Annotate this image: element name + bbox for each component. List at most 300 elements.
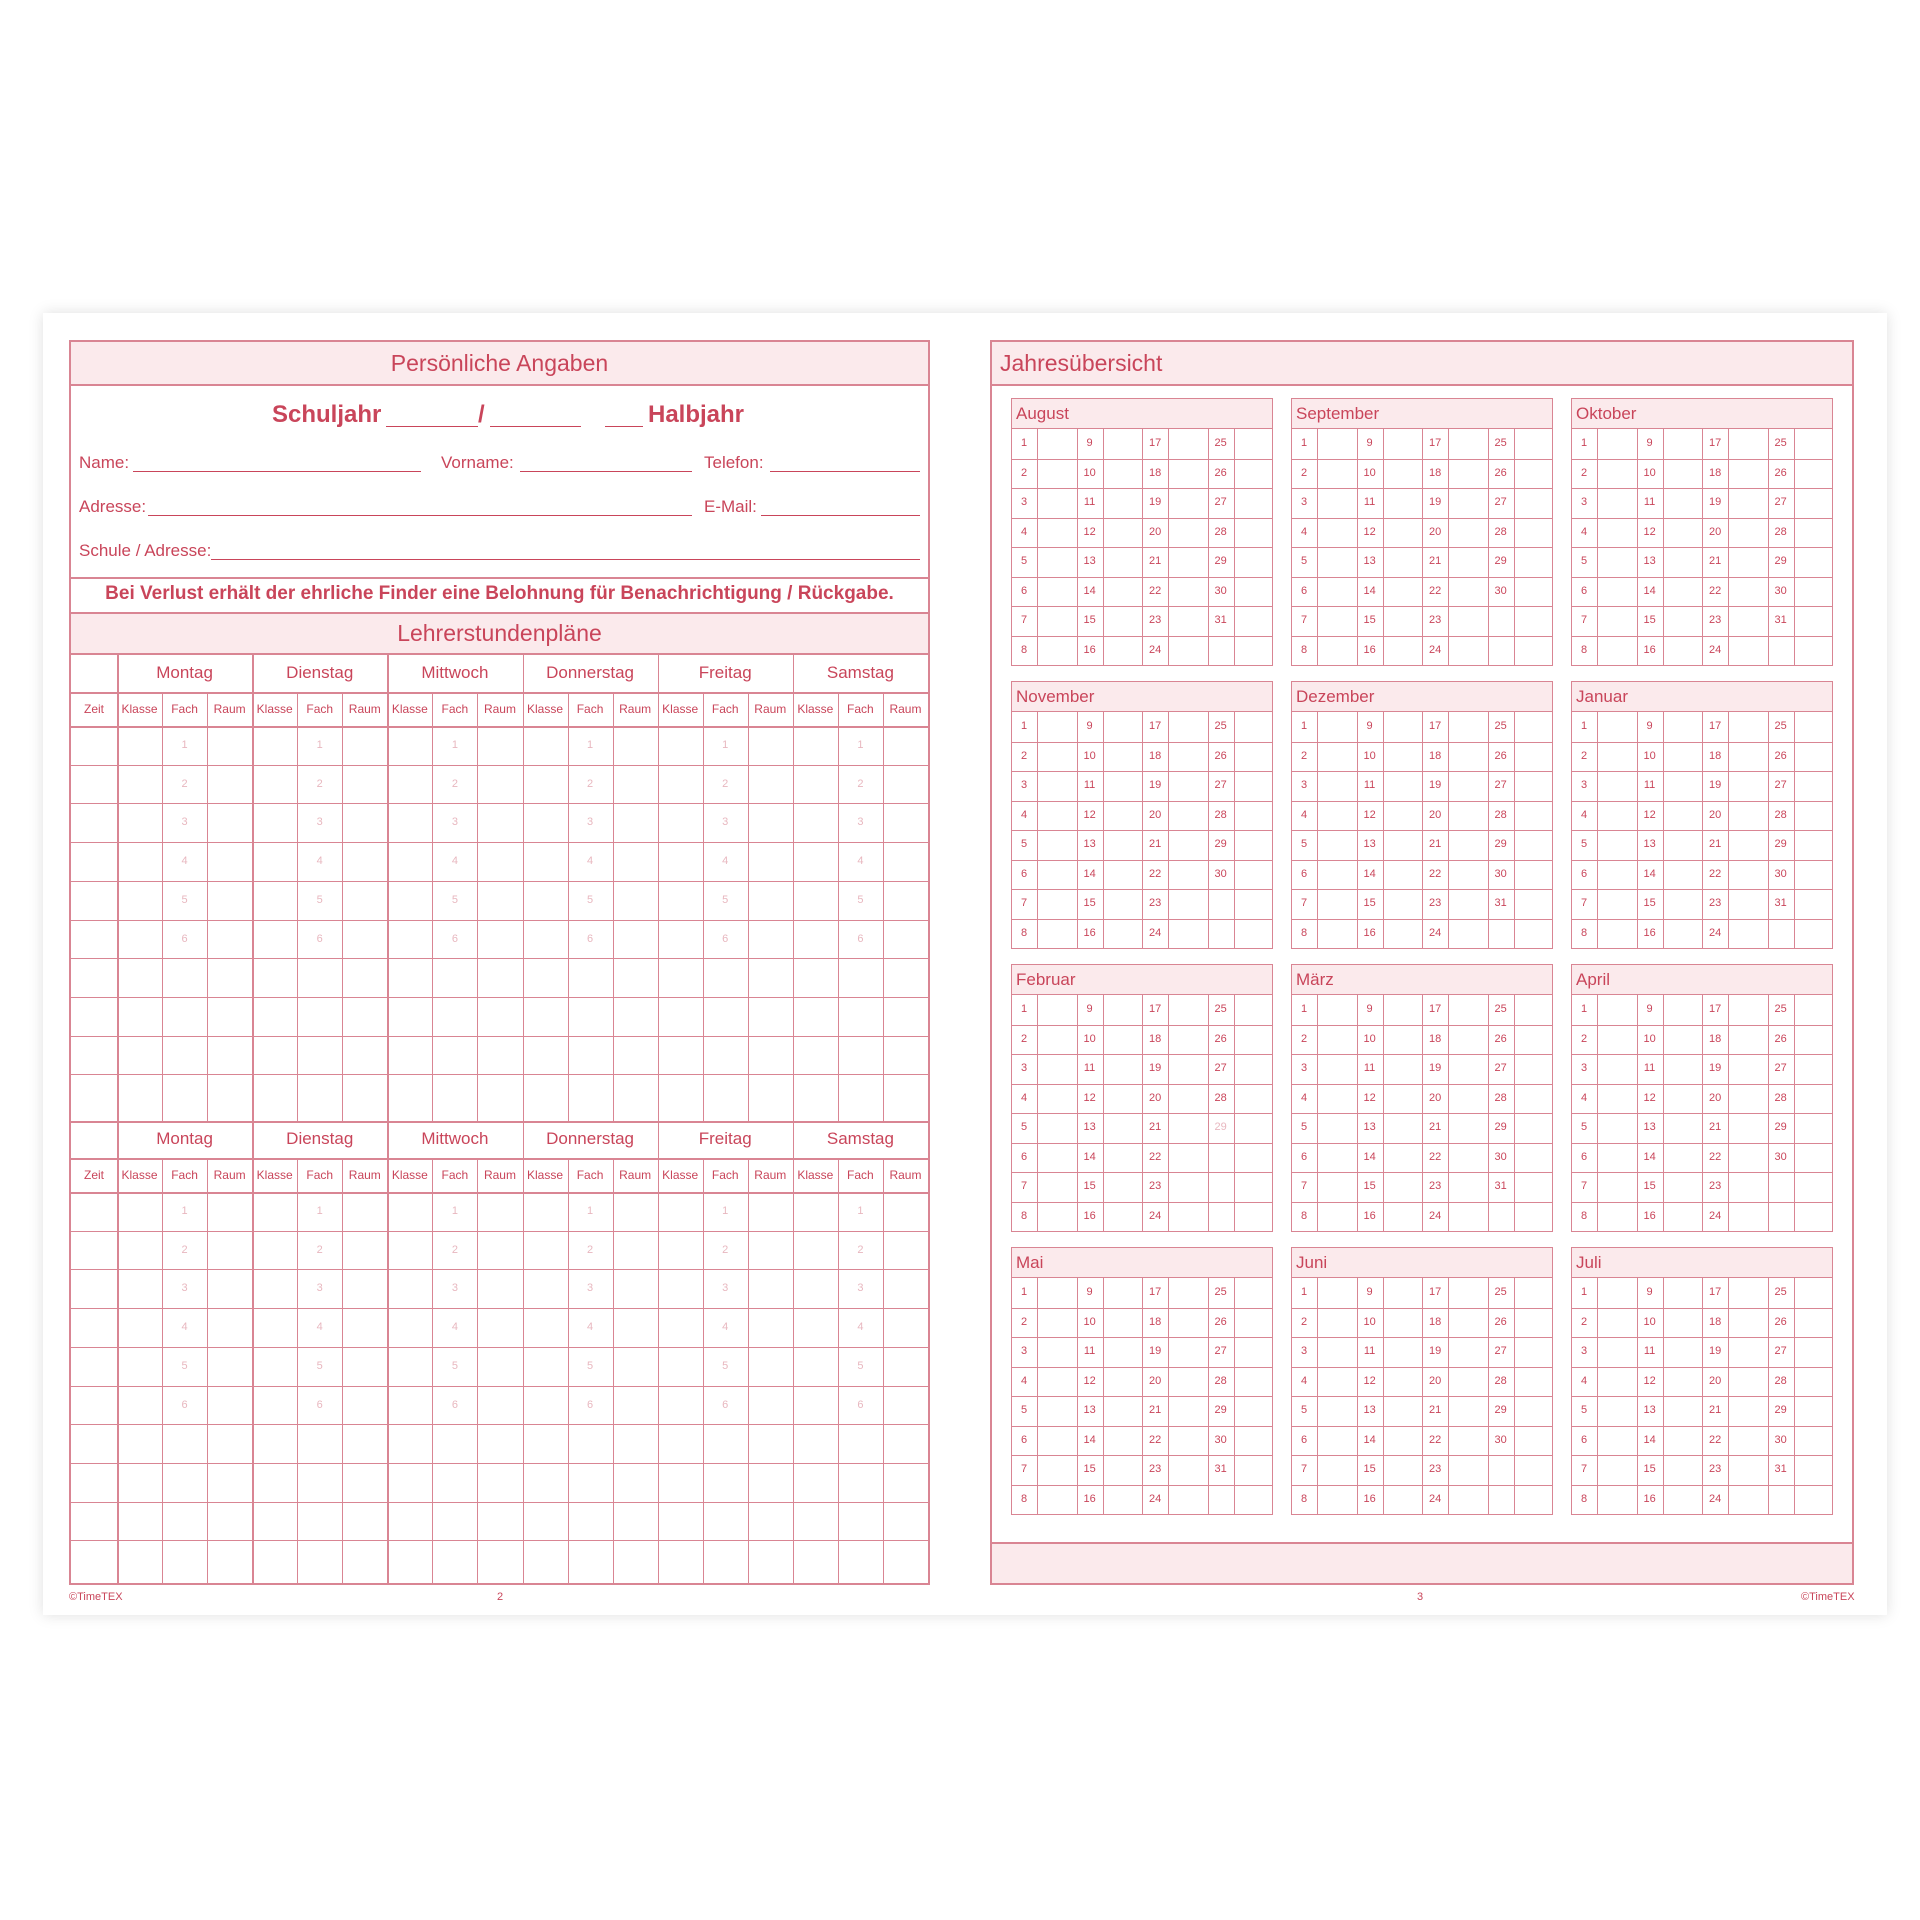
day-number[interactable]: 27 (1774, 1345, 1787, 1357)
day-number[interactable]: 21 (1148, 1404, 1162, 1416)
day-number[interactable]: 13 (1643, 1404, 1656, 1416)
day-number[interactable]: 20 (1708, 525, 1722, 538)
day-number[interactable]: 4 (1581, 1091, 1588, 1104)
day-number[interactable]: 27 (1774, 496, 1787, 508)
day-number[interactable]: 4 (1021, 808, 1028, 821)
day-number[interactable]: 3 (1581, 1345, 1588, 1357)
day-number[interactable]: 9 (1646, 720, 1653, 732)
day-number[interactable]: 3 (1021, 1062, 1028, 1074)
day-number[interactable]: 9 (1086, 1286, 1093, 1298)
day-number[interactable]: 14 (1363, 1150, 1376, 1163)
day-number[interactable]: 7 (1301, 897, 1308, 909)
day-number[interactable]: 8 (1021, 643, 1028, 656)
day-number[interactable]: 21 (1708, 1404, 1722, 1416)
day-number[interactable]: 24 (1148, 643, 1162, 656)
day-number[interactable]: 27 (1494, 496, 1507, 508)
day-number[interactable]: 28 (1774, 525, 1787, 538)
day-number[interactable]: 19 (1148, 1062, 1162, 1074)
day-number[interactable]: 24 (1148, 1492, 1162, 1505)
day-number[interactable]: 3 (1581, 779, 1588, 791)
day-number[interactable]: 12 (1363, 808, 1376, 821)
day-number[interactable]: 16 (1643, 1492, 1656, 1505)
day-number[interactable]: 7 (1021, 1180, 1028, 1192)
day-number[interactable]: 18 (1708, 749, 1722, 762)
day-number[interactable]: 24 (1708, 1209, 1722, 1222)
day-number[interactable]: 22 (1708, 584, 1722, 597)
day-number[interactable]: 17 (1708, 1003, 1722, 1015)
day-number[interactable]: 4 (1021, 1374, 1028, 1387)
day-number[interactable]: 22 (1148, 867, 1162, 880)
day-number[interactable]: 6 (1581, 867, 1588, 880)
day-number[interactable]: 2 (1581, 466, 1588, 479)
day-number[interactable]: 26 (1774, 1315, 1787, 1328)
day-number[interactable]: 30 (1494, 1150, 1507, 1163)
day-number[interactable]: 22 (1148, 1433, 1162, 1446)
day-number[interactable]: 16 (1083, 1209, 1096, 1222)
day-number[interactable]: 9 (1366, 720, 1373, 732)
day-number[interactable]: 11 (1643, 496, 1656, 508)
day-number[interactable]: 9 (1086, 720, 1093, 732)
day-number[interactable]: 13 (1083, 1404, 1096, 1416)
day-number[interactable]: 15 (1643, 1180, 1656, 1192)
day-number[interactable]: 27 (1214, 1345, 1227, 1357)
day-number[interactable]: 12 (1363, 1091, 1376, 1104)
day-number[interactable]: 17 (1428, 437, 1442, 449)
day-number[interactable]: 29 (1774, 838, 1787, 850)
day-number[interactable]: 22 (1428, 584, 1442, 597)
day-number[interactable]: 29 (1494, 838, 1507, 850)
timetable-zeit-cell[interactable] (71, 726, 117, 765)
day-number[interactable]: 9 (1366, 437, 1373, 449)
day-number[interactable]: 27 (1494, 779, 1507, 791)
day-number[interactable]: 7 (1581, 897, 1588, 909)
day-number[interactable]: 1 (1581, 1003, 1588, 1015)
day-number[interactable]: 3 (1301, 779, 1308, 791)
day-number[interactable]: 11 (1643, 779, 1656, 791)
day-number[interactable]: 9 (1086, 1003, 1093, 1015)
day-number[interactable]: 8 (1301, 926, 1308, 939)
day-number[interactable]: 8 (1581, 1209, 1588, 1222)
day-number[interactable]: 10 (1643, 1032, 1656, 1045)
day-number[interactable]: 1 (1021, 1286, 1028, 1298)
day-number[interactable]: 19 (1708, 496, 1722, 508)
email-field[interactable] (761, 515, 920, 516)
day-number[interactable]: 20 (1708, 808, 1722, 821)
day-number[interactable]: 23 (1148, 897, 1162, 909)
day-number[interactable]: 24 (1428, 926, 1442, 939)
day-number[interactable]: 13 (1643, 838, 1656, 850)
day-number[interactable]: 28 (1774, 1091, 1787, 1104)
timetable-zeit-cell[interactable] (71, 1269, 117, 1308)
day-number[interactable]: 15 (1643, 897, 1656, 909)
day-number[interactable]: 30 (1494, 1433, 1507, 1446)
day-number[interactable]: 12 (1643, 1374, 1656, 1387)
day-number[interactable]: 15 (1083, 897, 1096, 909)
day-number[interactable]: 19 (1708, 779, 1722, 791)
vorname-field[interactable] (520, 471, 692, 472)
day-number[interactable]: 5 (1581, 1404, 1588, 1416)
day-number[interactable]: 19 (1148, 779, 1162, 791)
day-number[interactable]: 25 (1214, 1286, 1227, 1298)
day-number[interactable]: 15 (1643, 1463, 1656, 1475)
day-number[interactable]: 6 (1581, 1433, 1588, 1446)
day-number[interactable]: 1 (1021, 1003, 1028, 1015)
day-number[interactable]: 22 (1428, 1433, 1442, 1446)
day-number[interactable]: 1 (1301, 1286, 1308, 1298)
day-number[interactable]: 14 (1643, 1433, 1656, 1446)
day-number[interactable]: 19 (1428, 1345, 1442, 1357)
day-number[interactable]: 27 (1214, 1062, 1227, 1074)
day-number[interactable]: 3 (1021, 779, 1028, 791)
day-number[interactable]: 11 (1083, 496, 1096, 508)
day-number[interactable]: 4 (1301, 525, 1308, 538)
day-number[interactable]: 12 (1083, 1374, 1096, 1387)
day-number[interactable]: 31 (1774, 1463, 1787, 1475)
day-number[interactable]: 9 (1646, 1003, 1653, 1015)
day-number[interactable]: 29 (1774, 1121, 1787, 1133)
day-number[interactable]: 30 (1214, 584, 1227, 597)
day-number[interactable]: 18 (1428, 749, 1442, 762)
day-number[interactable]: 28 (1494, 808, 1507, 821)
day-number[interactable]: 6 (1301, 867, 1308, 880)
day-number[interactable]: 31 (1774, 614, 1787, 626)
day-number[interactable]: 15 (1083, 614, 1096, 626)
day-number[interactable]: 2 (1581, 1315, 1588, 1328)
day-number[interactable]: 18 (1428, 466, 1442, 479)
schule-field[interactable] (211, 559, 920, 560)
day-number[interactable]: 4 (1301, 1374, 1308, 1387)
day-number[interactable]: 15 (1363, 897, 1376, 909)
day-number[interactable]: 26 (1214, 1032, 1227, 1045)
day-number[interactable]: 12 (1363, 525, 1376, 538)
day-number[interactable]: 9 (1646, 437, 1653, 449)
day-number[interactable]: 8 (1021, 1492, 1028, 1505)
day-number[interactable]: 17 (1148, 1003, 1162, 1015)
timetable-zeit-cell[interactable] (71, 1192, 117, 1231)
day-number[interactable]: 10 (1083, 1032, 1096, 1045)
day-number[interactable]: 27 (1494, 1062, 1507, 1074)
day-number[interactable]: 20 (1428, 1091, 1442, 1104)
day-number[interactable]: 26 (1494, 1032, 1507, 1045)
day-number[interactable]: 25 (1214, 1003, 1227, 1015)
day-number[interactable]: 18 (1428, 1032, 1442, 1045)
day-number[interactable]: 28 (1214, 1374, 1227, 1387)
day-number[interactable]: 3 (1021, 496, 1028, 508)
timetable-zeit-cell[interactable] (71, 1347, 117, 1386)
day-number[interactable]: 29 (1214, 1121, 1227, 1133)
day-number[interactable]: 7 (1301, 1463, 1308, 1475)
day-number[interactable]: 13 (1083, 838, 1096, 850)
day-number[interactable]: 21 (1148, 838, 1162, 850)
day-number[interactable]: 1 (1021, 437, 1028, 449)
timetable-zeit-cell[interactable] (71, 881, 117, 920)
day-number[interactable]: 17 (1428, 1286, 1442, 1298)
day-number[interactable]: 7 (1581, 1180, 1588, 1192)
day-number[interactable]: 19 (1428, 1062, 1442, 1074)
day-number[interactable]: 23 (1148, 614, 1162, 626)
day-number[interactable]: 23 (1708, 1463, 1722, 1475)
day-number[interactable]: 29 (1494, 1121, 1507, 1133)
day-number[interactable]: 14 (1083, 584, 1096, 597)
day-number[interactable]: 20 (1428, 525, 1442, 538)
day-number[interactable]: 15 (1363, 1180, 1376, 1192)
day-number[interactable]: 30 (1774, 1150, 1787, 1163)
day-number[interactable]: 28 (1214, 525, 1227, 538)
day-number[interactable]: 12 (1083, 808, 1096, 821)
day-number[interactable]: 10 (1363, 1315, 1376, 1328)
day-number[interactable]: 14 (1363, 867, 1376, 880)
day-number[interactable]: 2 (1581, 1032, 1588, 1045)
day-number[interactable]: 2 (1021, 749, 1028, 762)
day-number[interactable]: 4 (1581, 1374, 1588, 1387)
day-number[interactable]: 13 (1083, 1121, 1096, 1133)
timetable-zeit-cell[interactable] (71, 958, 117, 997)
day-number[interactable]: 6 (1301, 584, 1308, 597)
day-number[interactable]: 28 (1494, 1374, 1507, 1387)
day-number[interactable]: 10 (1643, 466, 1656, 479)
day-number[interactable]: 26 (1494, 1315, 1507, 1328)
day-number[interactable]: 28 (1494, 525, 1507, 538)
day-number[interactable]: 12 (1363, 1374, 1376, 1387)
day-number[interactable]: 11 (1643, 1345, 1656, 1357)
timetable-zeit-cell[interactable] (71, 1308, 117, 1347)
day-number[interactable]: 19 (1148, 496, 1162, 508)
day-number[interactable]: 13 (1643, 555, 1656, 567)
day-number[interactable]: 29 (1774, 1404, 1787, 1416)
day-number[interactable]: 3 (1581, 1062, 1588, 1074)
day-number[interactable]: 23 (1428, 614, 1442, 626)
day-number[interactable]: 9 (1646, 1286, 1653, 1298)
day-number[interactable]: 17 (1148, 437, 1162, 449)
timetable-zeit-cell[interactable] (71, 997, 117, 1036)
day-number[interactable]: 7 (1021, 1463, 1028, 1475)
day-number[interactable]: 14 (1363, 1433, 1376, 1446)
day-number[interactable]: 3 (1301, 1062, 1308, 1074)
day-number[interactable]: 31 (1494, 1180, 1507, 1192)
day-number[interactable]: 10 (1643, 749, 1656, 762)
day-number[interactable]: 2 (1021, 1315, 1028, 1328)
day-number[interactable]: 18 (1148, 1032, 1162, 1045)
day-number[interactable]: 4 (1581, 525, 1588, 538)
day-number[interactable]: 18 (1148, 1315, 1162, 1328)
adresse-field[interactable] (148, 515, 692, 516)
day-number[interactable]: 23 (1428, 897, 1442, 909)
day-number[interactable]: 9 (1366, 1286, 1373, 1298)
day-number[interactable]: 22 (1708, 1150, 1722, 1163)
day-number[interactable]: 9 (1366, 1003, 1373, 1015)
day-number[interactable]: 16 (1643, 1209, 1656, 1222)
day-number[interactable]: 23 (1148, 1463, 1162, 1475)
day-number[interactable]: 31 (1774, 897, 1787, 909)
day-number[interactable]: 11 (1363, 779, 1376, 791)
day-number[interactable]: 23 (1428, 1180, 1442, 1192)
day-number[interactable]: 6 (1021, 1433, 1028, 1446)
day-number[interactable]: 3 (1301, 1345, 1308, 1357)
day-number[interactable]: 5 (1021, 555, 1028, 567)
day-number[interactable]: 1 (1301, 437, 1308, 449)
day-number[interactable]: 7 (1581, 1463, 1588, 1475)
day-number[interactable]: 3 (1581, 496, 1588, 508)
day-number[interactable]: 7 (1021, 614, 1028, 626)
day-number[interactable]: 30 (1214, 1433, 1227, 1446)
day-number[interactable]: 25 (1494, 1003, 1507, 1015)
day-number[interactable]: 31 (1214, 1463, 1227, 1475)
day-number[interactable]: 19 (1708, 1345, 1722, 1357)
day-number[interactable]: 5 (1021, 838, 1028, 850)
day-number[interactable]: 21 (1708, 1121, 1722, 1133)
day-number[interactable]: 2 (1301, 1032, 1308, 1045)
day-number[interactable]: 24 (1428, 1209, 1442, 1222)
day-number[interactable]: 24 (1708, 1492, 1722, 1505)
day-number[interactable]: 6 (1301, 1150, 1308, 1163)
day-number[interactable]: 13 (1363, 1121, 1376, 1133)
day-number[interactable]: 6 (1021, 867, 1028, 880)
day-number[interactable]: 27 (1494, 1345, 1507, 1357)
day-number[interactable]: 24 (1708, 643, 1722, 656)
day-number[interactable]: 21 (1148, 1121, 1162, 1133)
day-number[interactable]: 29 (1214, 555, 1227, 567)
day-number[interactable]: 1 (1581, 1286, 1588, 1298)
day-number[interactable]: 21 (1428, 1404, 1442, 1416)
day-number[interactable]: 28 (1774, 1374, 1787, 1387)
day-number[interactable]: 5 (1301, 555, 1308, 567)
day-number[interactable]: 26 (1214, 749, 1227, 762)
day-number[interactable]: 13 (1363, 838, 1376, 850)
day-number[interactable]: 17 (1428, 1003, 1442, 1015)
name-field[interactable] (133, 471, 421, 472)
day-number[interactable]: 26 (1214, 466, 1227, 479)
day-number[interactable]: 12 (1643, 525, 1656, 538)
timetable-zeit-cell[interactable] (71, 1463, 117, 1502)
day-number[interactable]: 27 (1214, 779, 1227, 791)
day-number[interactable]: 20 (1428, 1374, 1442, 1387)
day-number[interactable]: 24 (1428, 643, 1442, 656)
day-number[interactable]: 2 (1581, 749, 1588, 762)
day-number[interactable]: 19 (1708, 1062, 1722, 1074)
day-number[interactable]: 2 (1021, 466, 1028, 479)
day-number[interactable]: 16 (1363, 1209, 1376, 1222)
day-number[interactable]: 21 (1708, 838, 1722, 850)
day-number[interactable]: 4 (1301, 808, 1308, 821)
day-number[interactable]: 16 (1363, 643, 1376, 656)
day-number[interactable]: 8 (1021, 1209, 1028, 1222)
day-number[interactable]: 30 (1494, 584, 1507, 597)
day-number[interactable]: 6 (1021, 584, 1028, 597)
day-number[interactable]: 26 (1774, 749, 1787, 762)
day-number[interactable]: 7 (1021, 897, 1028, 909)
day-number[interactable]: 13 (1363, 1404, 1376, 1416)
day-number[interactable]: 25 (1494, 437, 1507, 449)
day-number[interactable]: 23 (1708, 1180, 1722, 1192)
day-number[interactable]: 1 (1301, 1003, 1308, 1015)
day-number[interactable]: 18 (1148, 466, 1162, 479)
day-number[interactable]: 14 (1083, 867, 1096, 880)
day-number[interactable]: 22 (1708, 867, 1722, 880)
day-number[interactable]: 23 (1708, 897, 1722, 909)
timetable-zeit-cell[interactable] (71, 1036, 117, 1075)
day-number[interactable]: 30 (1774, 584, 1787, 597)
day-number[interactable]: 3 (1021, 1345, 1028, 1357)
day-number[interactable]: 26 (1774, 1032, 1787, 1045)
day-number[interactable]: 20 (1148, 1374, 1162, 1387)
day-number[interactable]: 7 (1301, 1180, 1308, 1192)
day-number[interactable]: 1 (1301, 720, 1308, 732)
day-number[interactable]: 1 (1581, 720, 1588, 732)
day-number[interactable]: 22 (1148, 584, 1162, 597)
day-number[interactable]: 16 (1083, 926, 1096, 939)
day-number[interactable]: 28 (1774, 808, 1787, 821)
day-number[interactable]: 8 (1301, 643, 1308, 656)
day-number[interactable]: 5 (1301, 1121, 1308, 1133)
timetable-zeit-cell[interactable] (71, 1231, 117, 1270)
day-number[interactable]: 16 (1083, 1492, 1096, 1505)
day-number[interactable]: 11 (1363, 496, 1376, 508)
day-number[interactable]: 21 (1428, 1121, 1442, 1133)
day-number[interactable]: 17 (1708, 437, 1722, 449)
timetable-zeit-cell[interactable] (71, 1386, 117, 1425)
day-number[interactable]: 23 (1428, 1463, 1442, 1475)
day-number[interactable]: 21 (1428, 555, 1442, 567)
day-number[interactable]: 10 (1363, 749, 1376, 762)
day-number[interactable]: 21 (1708, 555, 1722, 567)
day-number[interactable]: 2 (1301, 1315, 1308, 1328)
day-number[interactable]: 6 (1581, 584, 1588, 597)
day-number[interactable]: 18 (1708, 466, 1722, 479)
day-number[interactable]: 29 (1494, 555, 1507, 567)
day-number[interactable]: 27 (1774, 1062, 1787, 1074)
day-number[interactable]: 3 (1301, 496, 1308, 508)
timetable-zeit-cell[interactable] (71, 803, 117, 842)
day-number[interactable]: 26 (1494, 466, 1507, 479)
day-number[interactable]: 5 (1581, 1121, 1588, 1133)
day-number[interactable]: 23 (1708, 614, 1722, 626)
day-number[interactable]: 20 (1428, 808, 1442, 821)
day-number[interactable]: 26 (1214, 1315, 1227, 1328)
day-number[interactable]: 18 (1708, 1032, 1722, 1045)
timetable-zeit-cell[interactable] (71, 1502, 117, 1541)
day-number[interactable]: 30 (1494, 867, 1507, 880)
day-number[interactable]: 8 (1301, 1209, 1308, 1222)
day-number[interactable]: 28 (1214, 808, 1227, 821)
day-number[interactable]: 11 (1083, 779, 1096, 791)
day-number[interactable]: 11 (1643, 1062, 1656, 1074)
day-number[interactable]: 13 (1083, 555, 1096, 567)
day-number[interactable]: 16 (1363, 926, 1376, 939)
day-number[interactable]: 7 (1301, 614, 1308, 626)
day-number[interactable]: 16 (1643, 926, 1656, 939)
day-number[interactable]: 15 (1363, 1463, 1376, 1475)
day-number[interactable]: 11 (1363, 1062, 1376, 1074)
day-number[interactable]: 5 (1581, 838, 1588, 850)
day-number[interactable]: 29 (1214, 1404, 1227, 1416)
day-number[interactable]: 16 (1083, 643, 1096, 656)
day-number[interactable]: 11 (1083, 1062, 1096, 1074)
day-number[interactable]: 17 (1708, 1286, 1722, 1298)
day-number[interactable]: 14 (1363, 584, 1376, 597)
day-number[interactable]: 29 (1774, 555, 1787, 567)
day-number[interactable]: 26 (1774, 466, 1787, 479)
day-number[interactable]: 11 (1083, 1345, 1096, 1357)
day-number[interactable]: 24 (1148, 1209, 1162, 1222)
day-number[interactable]: 15 (1363, 614, 1376, 626)
day-number[interactable]: 6 (1021, 1150, 1028, 1163)
day-number[interactable]: 10 (1083, 1315, 1096, 1328)
day-number[interactable]: 14 (1643, 1150, 1656, 1163)
day-number[interactable]: 22 (1708, 1433, 1722, 1446)
day-number[interactable]: 10 (1083, 749, 1096, 762)
day-number[interactable]: 28 (1214, 1091, 1227, 1104)
day-number[interactable]: 1 (1021, 720, 1028, 732)
